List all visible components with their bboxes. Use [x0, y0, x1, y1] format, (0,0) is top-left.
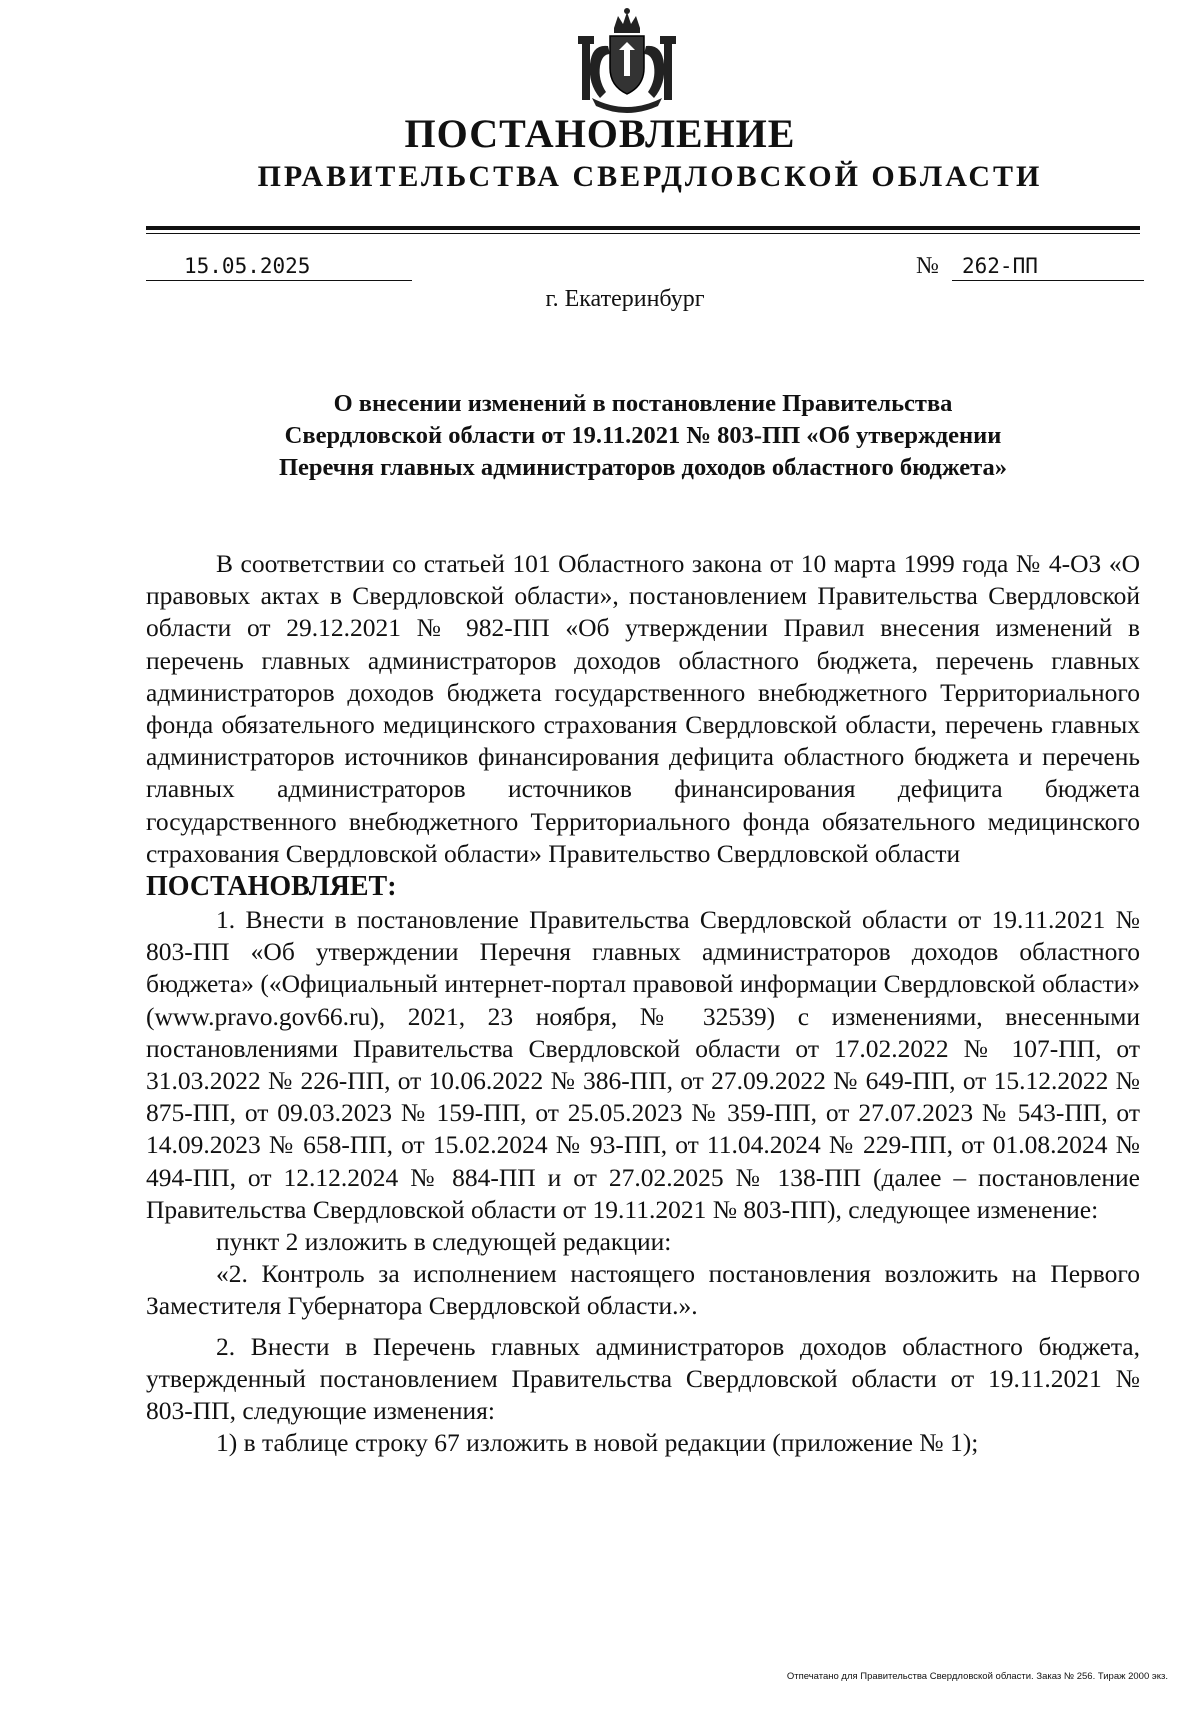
document-number-field — [952, 252, 1144, 281]
document-heading — [146, 388, 1140, 484]
document-date: 15.05.2025 — [184, 254, 311, 278]
page-subtitle: ПРАВИТЕЛЬСТВА СВЕРДЛОВСКОЙ ОБЛАСТИ — [257, 160, 1043, 193]
item-1-quote-paragraph: «2. Контроль за исполнением настоящего постановления возложить на Первого Заместителя Губернатора Свердловской области.». — [146, 1259, 1140, 1321]
document-number: 262-ПП — [962, 254, 1038, 278]
preamble-paragraph: В соответствии со статьей 101 Областного закона от 10 марта 1999 года № 4-ОЗ «О правовых актах в Свердловской области», постановлением Правительства Свердловской области от 29.12.2021 № 982-ПП «Об утверждении Правил внесения изменений в перечень главных администраторов доходов областного бюджета, перечень главных администраторов доходов бюджета государственного внебюджетного Территориального фонда обязательного медицинского страхования Свердловской области, перечень главных администраторов источников финансирования дефицита областного бюджета и перечень главных администраторов источников финансирования дефицита бюджета государственного внебюджетного Территориального фонда обязательного медицинского страхования Свердловской области» Правительство Свердловской области — [146, 549, 1140, 868]
document-city: г. Екатеринбург — [545, 286, 705, 312]
item-1-sub-paragraph: пункт 2 изложить в следующей редакции: — [216, 1227, 672, 1257]
page-title: ПОСТАНОВЛЕНИЕ — [404, 111, 796, 156]
coat-of-arms-icon — [572, 6, 682, 116]
document-heading-line: Перечня главных администраторов доходов областного бюджета» — [278, 454, 1008, 481]
header-divider-thick — [146, 226, 1140, 230]
document-heading-line: Свердловской области от 19.11.2021 № 803-ПП «Об утверждении — [284, 422, 1002, 449]
document-number-label: № — [916, 253, 939, 279]
print-footer: Отпечатано для Правительства Свердловской области. Заказ № 256. Тираж 2000 экз. — [786, 1671, 1168, 1682]
item-1-paragraph: 1. Внести в постановление Правительства Свердловской области от 19.11.2021 № 803-ПП «Об утверждении Перечня главных администраторов доходов областного бюджета» («Официальный интернет-портал правовой информации Свердловской области» (www.pravo.gov66.ru), 2021, 23 ноября, № 32539) с изменениями, внесенными постановлениями Правительства Свердловской области от 17.02.2022 № 107-ПП, от 31.03.2022 № 226-ПП, от 10.06.2022 № 386-ПП, от 27.09.2022 № 649-ПП, от 15.12.2022 № 875-ПП, от 09.03.2023 № 159-ПП, от 25.05.2023 № 359-ПП, от 27.07.2023 № 543-ПП, от 14.09.2023 № 658-ПП, от 15.02.2024 № 93-ПП, от 11.04.2024 № 229-ПП, от 01.08.2024 № 494-ПП, от 12.12.2024 № 884-ПП и от 27.02.2025 № 138-ПП (далее – постановление Правительства Свердловской области от 19.11.2021 № 803-ПП), следующее изменение: — [146, 905, 1140, 1224]
item-2-sub1-paragraph: 1) в таблице строку 67 изложить в новой редакции (приложение № 1); — [216, 1428, 979, 1458]
decree-word: ПОСТАНОВЛЯЕТ: — [146, 871, 397, 903]
document-date-field — [146, 252, 412, 281]
header-divider-thin — [146, 233, 1140, 234]
document-heading-line: О внесении изменений в постановление Правительства — [333, 390, 953, 417]
document-body — [146, 548, 1140, 1459]
item-2-paragraph: 2. Внести в Перечень главных администраторов доходов областного бюджета, утвержденный постановлением Правительства Свердловской области от 19.11.2021 № 803-ПП, следующие изменения: — [146, 1331, 1140, 1426]
